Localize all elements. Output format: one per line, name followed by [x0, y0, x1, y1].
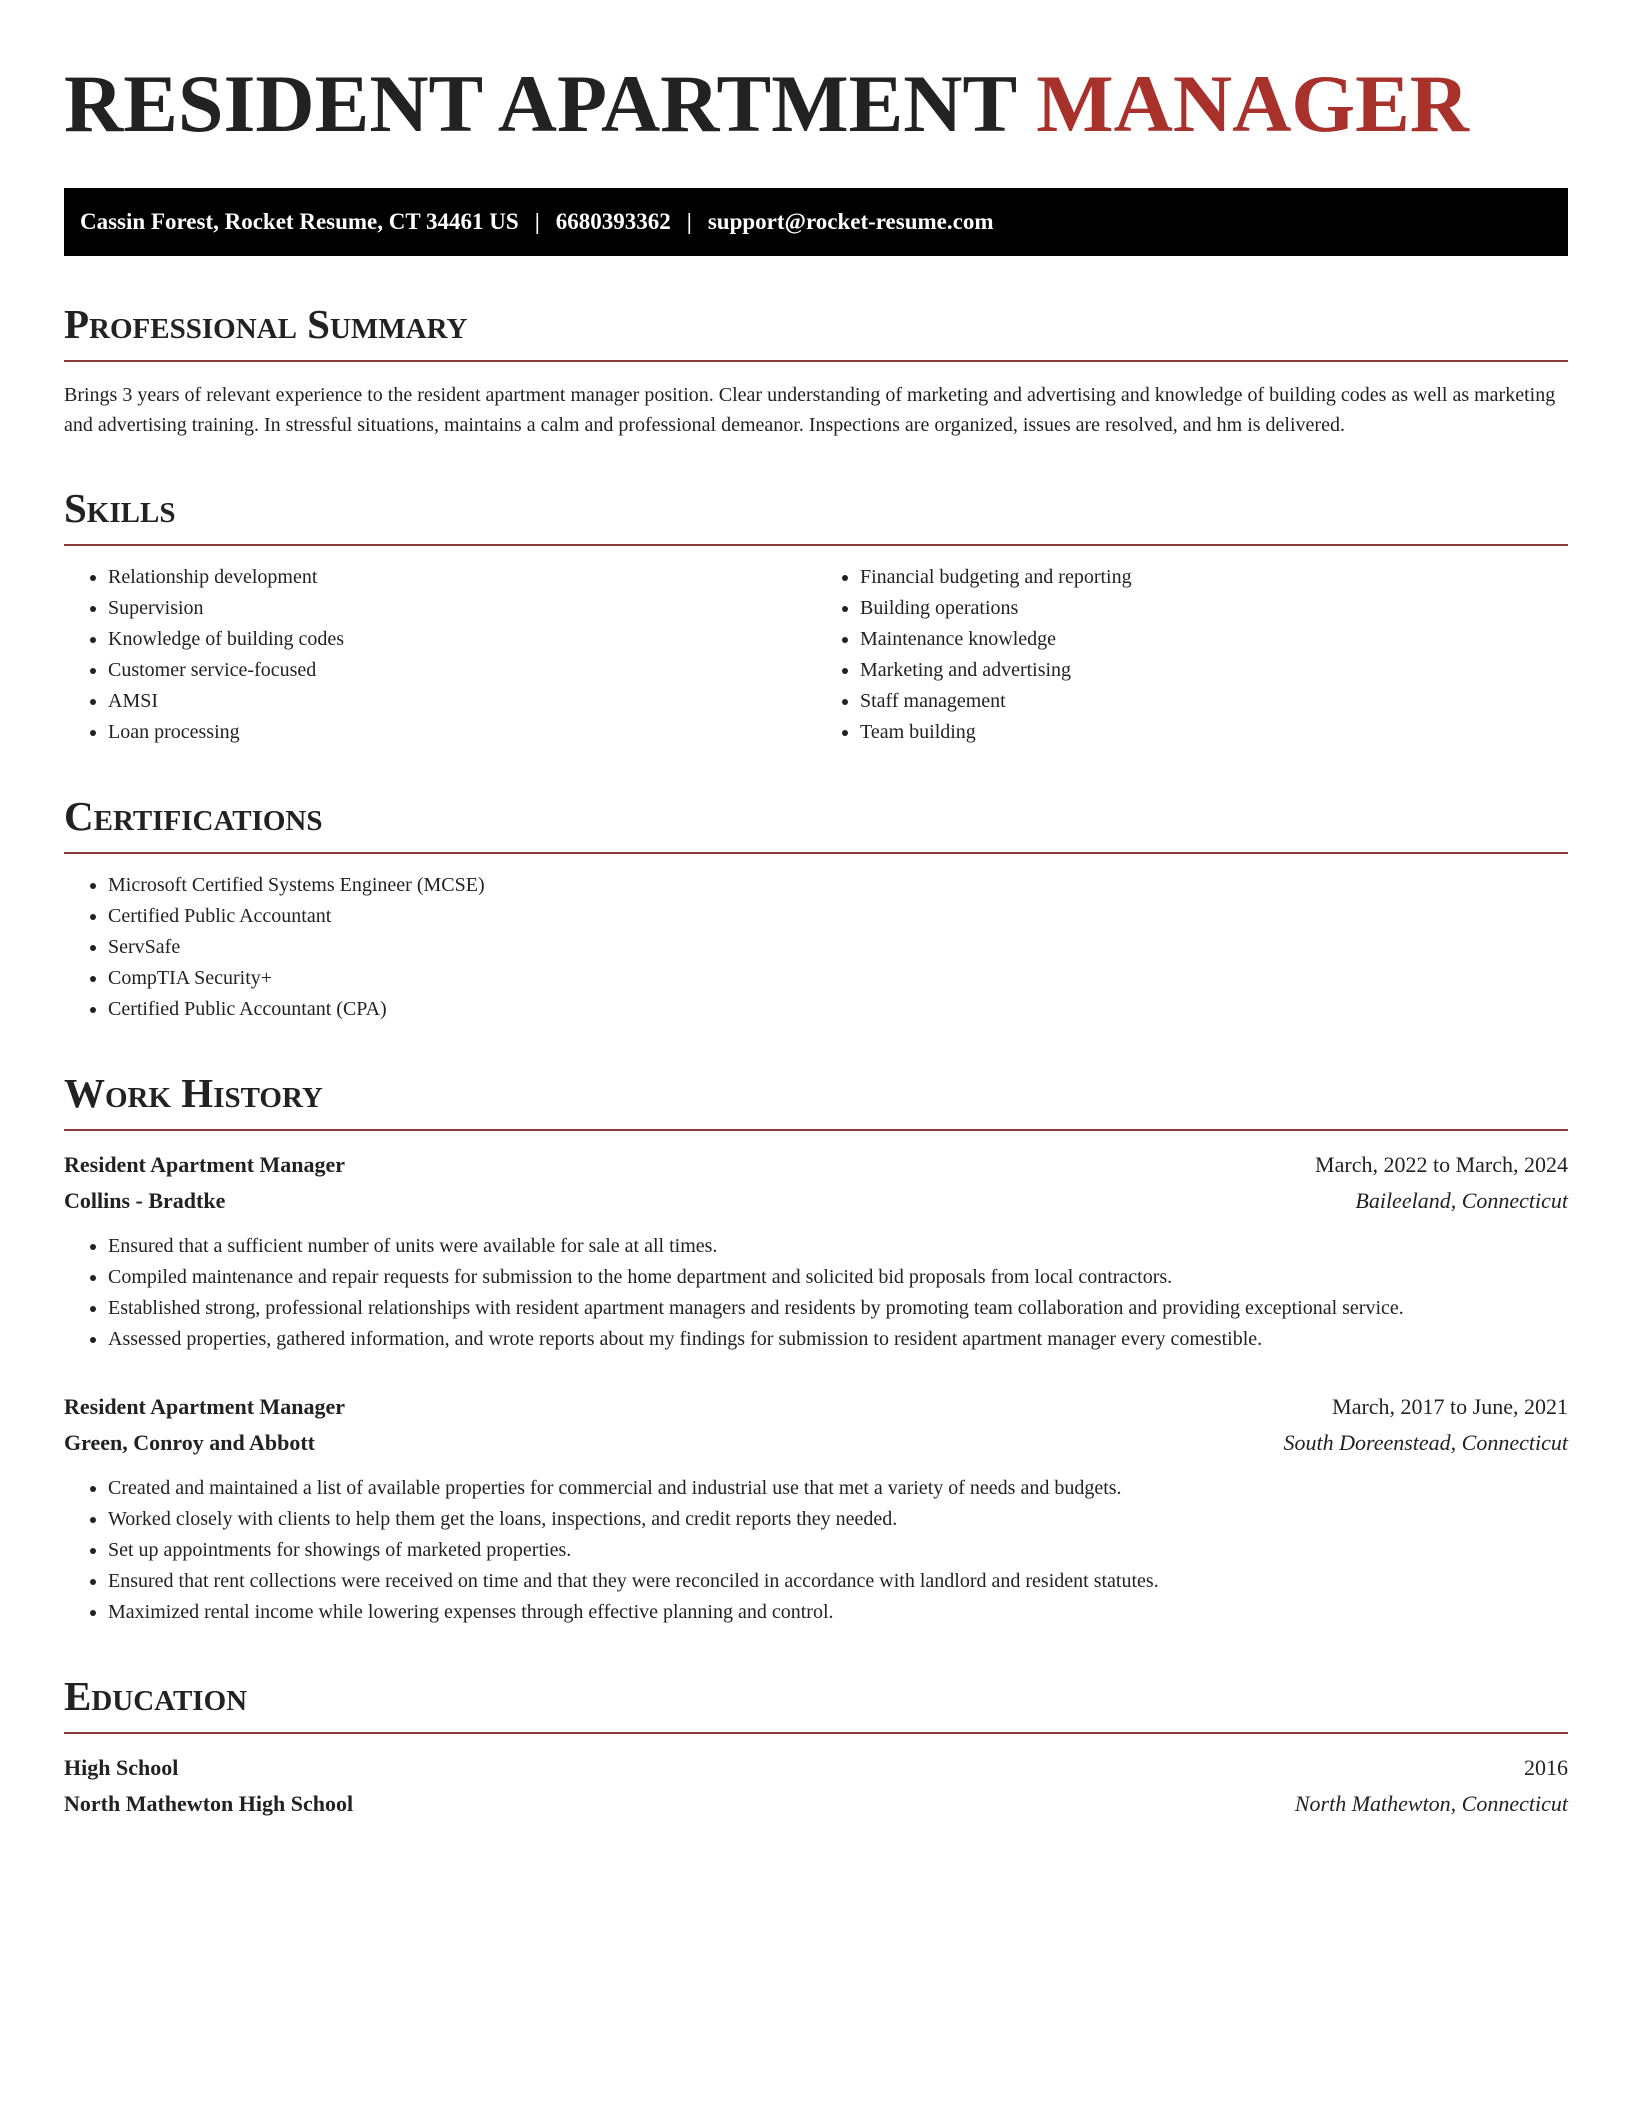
title-main: RESIDENT APARTMENT [64, 58, 1016, 149]
contact-phone: 6680393362 [555, 209, 671, 234]
work-history-section [64, 1069, 1568, 1628]
summary-text: Brings 3 years of relevant experience to the resident apartment manager position. Clear understanding of marketing and advertising and knowledge of building codes as well as marketing and advertising training. In stressful situations, maintains a calm and professional demeanor. Inspections are organized, issues are resolved, and hm is delivered. [64, 384, 1556, 436]
skill-item: • Maintenance knowledge [860, 624, 1568, 655]
education-entry [64, 1750, 1568, 1822]
contact-bar [64, 188, 1568, 256]
skill-item: • Customer service-focused [108, 655, 816, 686]
contact-email: support@rocket-resume.com [707, 209, 994, 234]
contact-separator: | [534, 209, 540, 234]
job-company: Collins - Bradtke [64, 1188, 226, 1213]
certifications-list [64, 870, 1568, 1025]
education-school-row [64, 1786, 1568, 1822]
skill-item: • Staff management [860, 686, 1568, 717]
job-bullets [64, 1231, 1568, 1355]
job-dates: March, 2022 to March, 2024 [1315, 1152, 1568, 1177]
education-section [64, 1672, 1568, 1822]
job-entry [64, 1147, 1568, 1355]
education-location: North Mathewton, Connecticut [1294, 1791, 1568, 1816]
skill-item: • Building operations [860, 593, 1568, 624]
work-history-heading: Work History [64, 1069, 1568, 1131]
job-title-row [64, 1389, 1568, 1425]
skills-list-right [816, 562, 1568, 748]
certification-item: • CompTIA Security+ [108, 963, 1568, 994]
job-bullet: • Maximized rental income while lowering expenses through effective planning and control. [108, 1597, 1568, 1628]
job-title: Resident Apartment Manager [64, 1394, 346, 1419]
page-title [64, 56, 1568, 152]
contact-address: Cassin Forest, Rocket Resume, CT 34461 US [80, 209, 519, 234]
certification-item: • ServSafe [108, 932, 1568, 963]
job-bullet: • Assessed properties, gathered information, and wrote reports about my findings for submission to resident apartment manager every comestible. [108, 1324, 1568, 1355]
job-bullet: • Ensured that rent collections were received on time and that they were reconciled in accordance with landlord and resident statutes. [108, 1566, 1568, 1597]
summary-heading: Professional Summary [64, 300, 1568, 362]
job-location: South Doreenstead, Connecticut [1283, 1430, 1568, 1455]
education-degree: High School [64, 1755, 179, 1780]
job-company-row [64, 1183, 1568, 1219]
skills-heading: Skills [64, 484, 1568, 546]
job-bullets [64, 1473, 1568, 1628]
education-degree-row [64, 1750, 1568, 1786]
skill-item: • Marketing and advertising [860, 655, 1568, 686]
skill-item: • Financial budgeting and reporting [860, 562, 1568, 593]
certification-item: • Certified Public Accountant (CPA) [108, 994, 1568, 1025]
certifications-section [64, 792, 1568, 1025]
skill-item: • Loan processing [108, 717, 816, 748]
skills-list-left [64, 562, 816, 748]
title-accent: MANAGER [1036, 58, 1469, 149]
job-bullet: • Compiled maintenance and repair requests for submission to the home department and solicited bid proposals from local contractors. [108, 1262, 1568, 1293]
job-location: Baileeland, Connecticut [1355, 1188, 1568, 1213]
job-bullet: • Established strong, professional relationships with resident apartment managers and residents by promoting team collaboration and providing exceptional service. [108, 1293, 1568, 1324]
skill-item: • Team building [860, 717, 1568, 748]
certification-item: • Microsoft Certified Systems Engineer (MCSE) [108, 870, 1568, 901]
job-bullet: • Created and maintained a list of available properties for commercial and industrial use that met a variety of needs and budgets. [108, 1473, 1568, 1504]
skill-item: • Supervision [108, 593, 816, 624]
skill-item: • AMSI [108, 686, 816, 717]
skills-section [64, 484, 1568, 748]
job-bullet: • Set up appointments for showings of marketed properties. [108, 1535, 1568, 1566]
skill-item: • Relationship development [108, 562, 816, 593]
job-entry [64, 1389, 1568, 1628]
job-bullet: • Worked closely with clients to help them get the loans, inspections, and credit reports they needed. [108, 1504, 1568, 1535]
education-heading: Education [64, 1672, 1568, 1734]
summary-section [64, 300, 1568, 440]
education-year: 2016 [1524, 1755, 1568, 1780]
skills-columns [64, 546, 1568, 748]
job-dates: March, 2017 to June, 2021 [1332, 1394, 1568, 1419]
job-title-row [64, 1147, 1568, 1183]
certifications-heading: Certifications [64, 792, 1568, 854]
job-bullet: • Ensured that a sufficient number of units were available for sale at all times. [108, 1231, 1568, 1262]
job-company-row [64, 1425, 1568, 1461]
job-company: Green, Conroy and Abbott [64, 1430, 316, 1455]
job-title: Resident Apartment Manager [64, 1152, 346, 1177]
skill-item: • Knowledge of building codes [108, 624, 816, 655]
contact-separator: | [686, 209, 692, 234]
certification-item: • Certified Public Accountant [108, 901, 1568, 932]
education-school: North Mathewton High School [64, 1791, 354, 1816]
